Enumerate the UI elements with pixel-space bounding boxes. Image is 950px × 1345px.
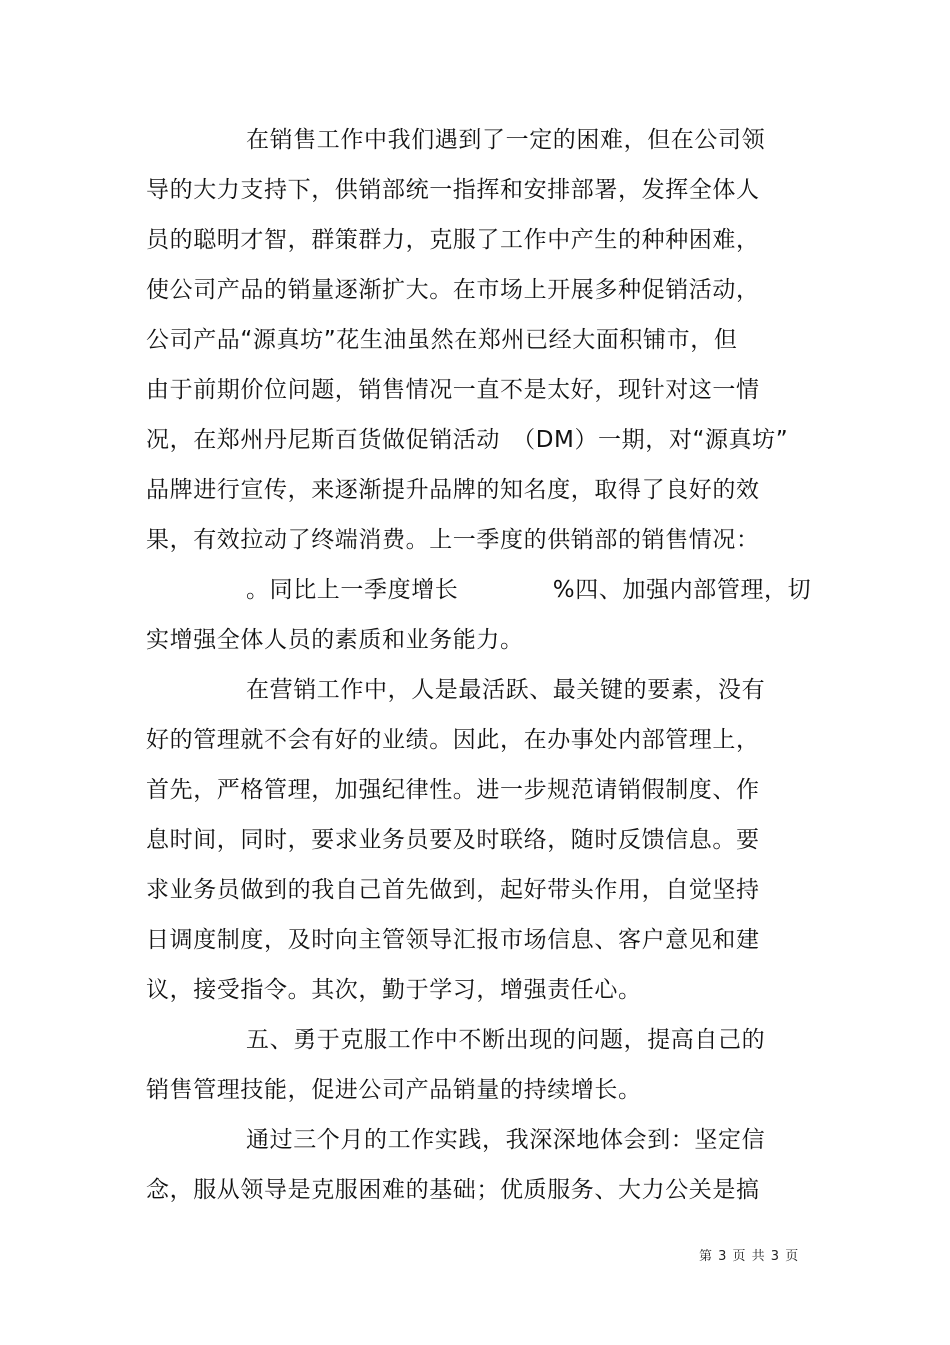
paragraph-line: 果，有效拉动了终端消费。上一季度的供销部的销售情况： xyxy=(146,527,760,553)
paragraph-line: 首先，严格管理，加强纪律性。进一步规范请销假制度、作 xyxy=(146,777,760,803)
paragraph-line: 况，在郑州丹尼斯百货做促销活动 （DM）一期，对“源真坊” xyxy=(146,427,789,453)
paragraph-line: 念，服从领导是克服困难的基础；优质服务、大力公关是搞 xyxy=(146,1177,760,1203)
paragraph-line: 息时间，同时，要求业务员要及时联络，随时反馈信息。要 xyxy=(146,827,760,853)
paragraph-line: 员的聪明才智，群策群力，克服了工作中产生的种种困难， xyxy=(146,227,760,253)
paragraph-line: 议，接受指令。其次，勤于学习，增强责任心。 xyxy=(146,977,642,1003)
paragraph-line: 品牌进行宣传，来逐渐提升品牌的知名度，取得了良好的效 xyxy=(146,477,760,503)
page-number-footer: 第 3 页 共 3 页 xyxy=(699,1249,800,1264)
paragraph-line: 求业务员做到的我自己首先做到，起好带头作用，自觉坚持 xyxy=(146,877,760,903)
paragraph-line: 使公司产品的销量逐渐扩大。在市场上开展多种促销活动， xyxy=(146,277,760,303)
paragraph-line: 销售管理技能，促进公司产品销量的持续增长。 xyxy=(146,1077,642,1103)
paragraph-line: 五、勇于克服工作中不断出现的问题，提高自己的 xyxy=(246,1027,766,1053)
paragraph-line: 日调度制度，及时向主管领导汇报市场信息、客户意见和建 xyxy=(146,927,760,953)
paragraph-line: 。同比上一季度增长 %四、加强内部管理，切 xyxy=(246,577,812,603)
paragraph-line: 通过三个月的工作实践，我深深地体会到：坚定信 xyxy=(246,1127,766,1153)
paragraph-line: 在营销工作中，人是最活跃、最关键的要素，没有 xyxy=(246,677,766,703)
paragraph-line: 导的大力支持下，供销部统一指挥和安排部署，发挥全体人 xyxy=(146,177,760,203)
paragraph-line: 好的管理就不会有好的业绩。因此，在办事处内部管理上， xyxy=(146,727,760,753)
paragraph-line: 在销售工作中我们遇到了一定的困难，但在公司领 xyxy=(246,127,766,153)
paragraph-line: 由于前期价位问题，销售情况一直不是太好，现针对这一情 xyxy=(146,377,760,403)
paragraph-line: 实增强全体人员的素质和业务能力。 xyxy=(146,627,524,653)
paragraph-line: 公司产品“源真坊”花生油虽然在郑州已经大面积铺市，但 xyxy=(146,327,738,353)
